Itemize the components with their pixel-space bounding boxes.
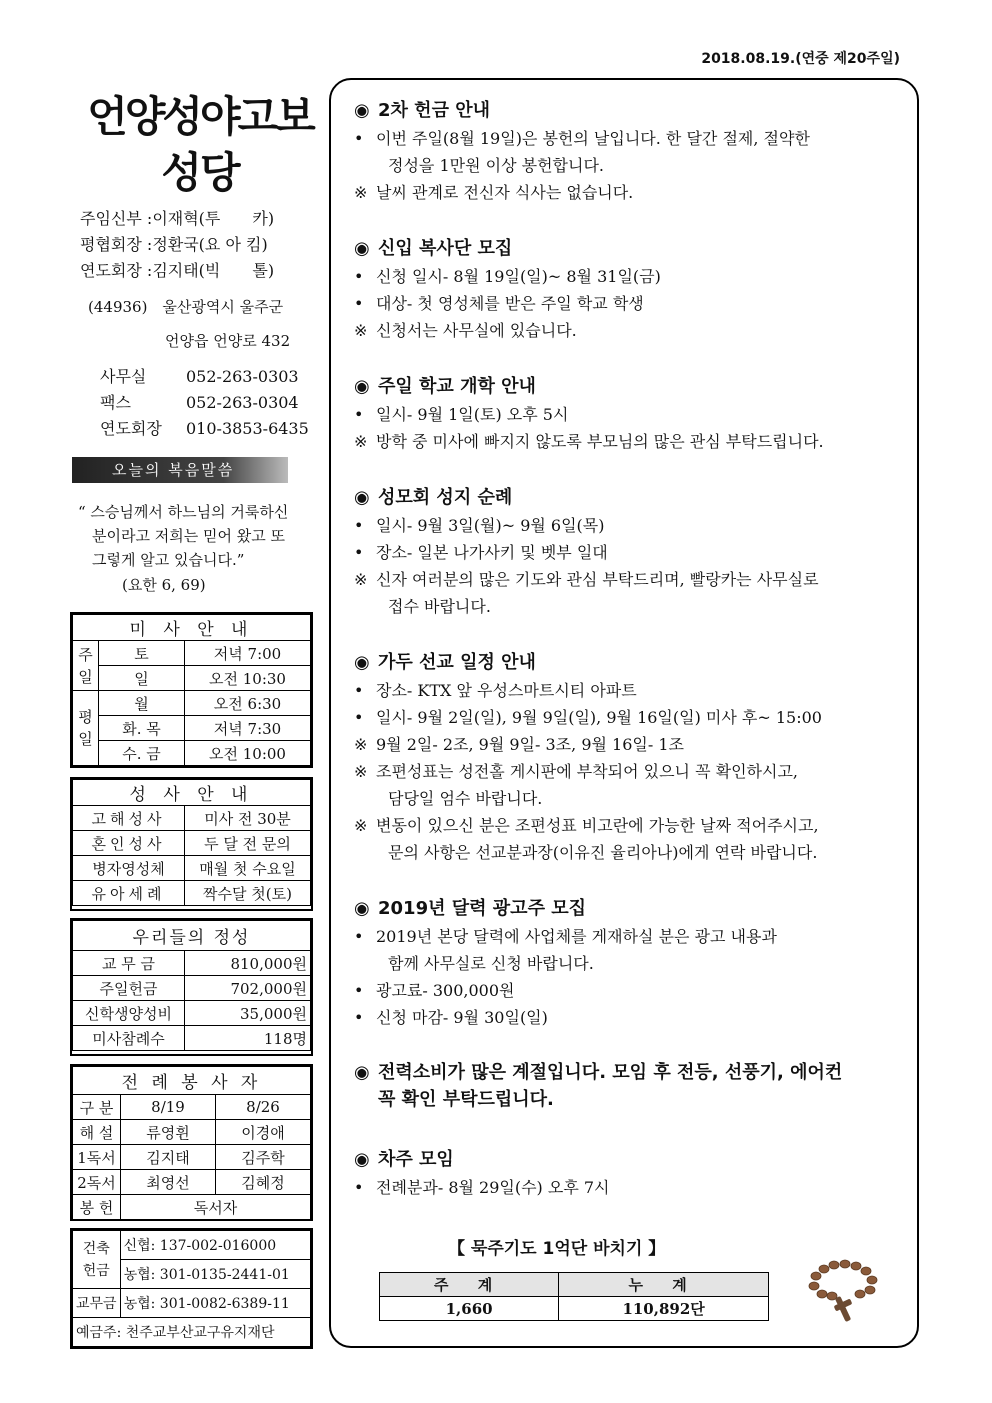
sacrament-name: 혼인성사 — [73, 831, 185, 856]
notice-bullet: ※ — [354, 432, 368, 451]
notice-bullet: • — [354, 981, 364, 1000]
bullet-target-icon: ◉ — [354, 1062, 370, 1083]
mass-day: 월 — [99, 691, 185, 716]
notice-title — [354, 1058, 842, 1084]
server-role: 봉 헌 — [73, 1195, 121, 1220]
notice-title-text: 2차 헌금 안내 — [378, 100, 490, 121]
server-role: 2독서 — [73, 1170, 121, 1195]
sacrament-value: 두 달 전 문의 — [185, 831, 311, 856]
notice-text: 광고료- 300,000원 — [376, 981, 515, 1000]
contact-value: 052-263-0303 — [186, 367, 299, 386]
gospel-quote — [78, 500, 310, 572]
notice-title-text: 성모회 성지 순례 — [378, 487, 513, 508]
server-name: 류영휜 — [121, 1120, 216, 1145]
bullet-target-icon: ◉ — [354, 1149, 370, 1170]
notice-text: 변동이 있으신 분은 조편성표 비고란에 가능한 날짜 적어주시고, — [376, 816, 819, 835]
notice-text: 일시- 9월 2일(일), 9월 9일(일), 9월 16일(일) 미사 후~ 15:00 — [376, 708, 822, 727]
notice-text: 날씨 관계로 전신자 식사는 없습니다. — [376, 183, 634, 202]
sacrament-table — [72, 779, 311, 906]
notice-line — [354, 594, 491, 617]
offering-name: 주일헌금 — [73, 976, 185, 1001]
server-name: 독서자 — [121, 1195, 311, 1220]
notice-text: 전례분과- 8월 29일(수) 오후 7시 — [376, 1178, 610, 1197]
notice-bullet: ※ — [354, 735, 368, 754]
bullet-target-icon: ◉ — [354, 238, 370, 259]
notice-bullet: ※ — [354, 762, 368, 781]
notice-text: 신청 일시- 8월 19일(일)~ 8월 31일(금) — [376, 267, 661, 286]
contact-value: 010-3853-6435 — [186, 419, 309, 438]
staff-row — [80, 258, 274, 284]
rosary-header: 주 계 — [380, 1273, 559, 1297]
notice-text: 이번 주일(8월 19일)은 봉헌의 날입니다. 한 달간 절제, 절약한 — [376, 129, 810, 148]
notice-bullet: • — [354, 294, 364, 313]
notice-line — [354, 513, 605, 536]
sacrament-header: 성 사 안 내 — [73, 780, 311, 806]
notice-line — [354, 786, 542, 809]
notice-title — [354, 483, 512, 509]
notice-text: 정성을 1만원 이상 봉헌합니다. — [388, 156, 604, 175]
bullet-target-icon: ◉ — [354, 652, 370, 673]
notice-text: 대상- 첫 영성체를 받은 주일 학교 학생 — [376, 294, 644, 313]
mass-time: 오전 6:30 — [185, 691, 311, 716]
mass-day: 수. 금 — [99, 741, 185, 766]
notice-title-text: 주일 학교 개학 안내 — [378, 376, 536, 397]
staff-role: 주임신부 — [80, 209, 142, 228]
staff-row — [80, 206, 274, 232]
sacrament-name: 고해성사 — [73, 806, 185, 831]
notice-text: 신자 여러분의 많은 기도와 관심 부탁드리며, 빨랑카는 사무실로 — [376, 570, 819, 589]
notice-bullet: • — [354, 1178, 364, 1197]
parish-name-line2: 성당 — [161, 148, 239, 197]
servers-col-label: 구 분 — [73, 1095, 121, 1120]
staff-row — [80, 232, 274, 258]
notice-text: 9월 2일- 2조, 9월 9일- 3조, 9월 16일- 1조 — [376, 735, 684, 754]
notice-line — [354, 924, 777, 947]
notice-title-text: 2019년 달력 광고주 모집 — [378, 898, 587, 919]
notice-text: 문의 사항은 선교분과장(이유진 율리아나)에게 연락 바랍니다. — [388, 843, 818, 862]
server-name: 김지태 — [121, 1145, 216, 1170]
issue-date: 2018.08.19.(연중 제20주일) — [701, 51, 900, 67]
rosary-icon — [800, 1258, 890, 1328]
contact-list — [100, 364, 309, 442]
mass-time: 저녁 7:30 — [185, 716, 311, 741]
server-name: 이경애 — [216, 1120, 311, 1145]
gospel-line: “ 스승님께서 하느님의 거룩하신 — [78, 503, 289, 521]
notice-line — [354, 1005, 548, 1028]
staff-role: 연도회장 — [80, 261, 142, 280]
notice-line — [354, 291, 644, 314]
bullet-target-icon: ◉ — [354, 487, 370, 508]
notice-title-text: 신입 복사단 모집 — [378, 238, 513, 259]
server-role: 해 설 — [73, 1120, 121, 1145]
contact-label: 팩스 — [100, 393, 131, 412]
notice-text: 일시- 9월 3일(월)~ 9월 6일(목) — [376, 516, 605, 535]
sacrament-value: 짝수달 첫(토) — [185, 881, 311, 906]
notice-bullet: ※ — [354, 570, 368, 589]
notice-line — [354, 126, 810, 149]
account-number: 농협: 301-0082-6389-11 — [120, 1289, 310, 1318]
servers-header: 전 례 봉 사 자 — [73, 1067, 311, 1095]
bullet-target-icon: ◉ — [354, 898, 370, 919]
offering-value: 702,000원 — [185, 976, 311, 1001]
mass-day: 일 — [99, 666, 185, 691]
contact-row — [100, 416, 309, 442]
notice-title — [354, 1145, 454, 1171]
offering-value: 35,000원 — [185, 1001, 311, 1026]
notice-text: 장소- 일본 나가사키 및 벳부 일대 — [376, 543, 608, 562]
notice-bullet: • — [354, 267, 364, 286]
sunday-label: 주일 — [73, 641, 99, 691]
notice-bullet: • — [354, 543, 364, 562]
notice-title-text: 전력소비가 많은 계절입니다. 모임 후 전등, 선풍기, 에어컨 — [378, 1062, 843, 1083]
notice-title-text: 차주 모임 — [378, 1149, 454, 1170]
sacrament-value: 매월 첫 수요일 — [185, 856, 311, 881]
notice-title — [354, 234, 512, 260]
notice-line — [354, 402, 568, 425]
mass-time: 저녁 7:00 — [185, 641, 311, 666]
mass-time: 오전 10:00 — [185, 741, 311, 766]
offering-header: 우리들의 정성 — [73, 921, 311, 951]
notice-bullet: • — [354, 927, 364, 946]
sacrament-name: 유아세례 — [73, 881, 185, 906]
notice-title — [354, 96, 490, 122]
notice-line — [354, 429, 824, 452]
notice-title — [354, 648, 536, 674]
gospel-header: 오늘의 복음말씀 — [72, 457, 288, 483]
notice-text: 조편성표는 성전홀 게시판에 부착되어 있으니 꼭 확인하시고, — [376, 762, 799, 781]
mass-schedule-table — [72, 614, 311, 766]
weekday-label: 평일 — [73, 691, 99, 766]
offering-value: 118명 — [185, 1026, 311, 1051]
mass-time: 오전 10:30 — [185, 666, 311, 691]
notice-text: 방학 중 미사에 빠지지 않도록 부모님의 많은 관심 부탁드립니다. — [376, 432, 824, 451]
staff-name: :김지태(빅 톨) — [146, 261, 275, 280]
rosary-table — [379, 1272, 769, 1321]
notice-title-text: 가두 선교 일정 안내 — [378, 652, 536, 673]
notice-line — [354, 1175, 610, 1198]
sacrament-value: 미사 전 30분 — [185, 806, 311, 831]
contact-row — [100, 390, 309, 416]
notice-bullet: • — [354, 405, 364, 424]
notice-line — [354, 705, 822, 728]
mass-header: 미 사 안 내 — [73, 615, 311, 641]
notice-line — [354, 318, 577, 341]
staff-name: :정환국(요 아 킴) — [146, 235, 268, 254]
notice-title-text: 꼭 확인 부탁드립니다. — [378, 1089, 554, 1110]
notice-line — [354, 180, 633, 203]
gospel-line: 분이라고 저희는 믿어 왔고 또 — [92, 527, 285, 545]
server-role: 1독서 — [73, 1145, 121, 1170]
notice-line — [354, 951, 594, 974]
address-line1: (44936) 울산광역시 울주군 — [88, 298, 284, 316]
notice-line — [354, 978, 514, 1001]
offering-table — [72, 920, 311, 1051]
offering-name: 미사참례수 — [73, 1026, 185, 1051]
notice-text: 신청 마감- 9월 30일(일) — [376, 1008, 548, 1027]
notice-bullet: ※ — [354, 816, 368, 835]
servers-table — [72, 1066, 311, 1220]
notice-line — [354, 153, 604, 176]
rosary-weekly-value: 1,660 — [380, 1297, 559, 1321]
notice-title — [354, 372, 536, 398]
notice-title — [354, 894, 586, 920]
notice-bullet: ※ — [354, 183, 368, 202]
notice-line — [354, 264, 661, 287]
notice-text: 일시- 9월 1일(토) 오후 5시 — [376, 405, 569, 424]
notice-line — [354, 759, 798, 782]
notice-bullet: ※ — [354, 321, 368, 340]
staff-name: :이재혁(투 카) — [146, 209, 275, 228]
notice-line — [354, 540, 608, 563]
building-fund-label: 건축 헌금 — [73, 1231, 121, 1289]
staff-role: 평협회장 — [80, 235, 142, 254]
notice-text: 2019년 본당 달력에 사업체를 게재하실 분은 광고 내용과 — [376, 927, 777, 946]
contact-row — [100, 364, 309, 390]
notice-bullet: • — [354, 681, 364, 700]
account-number: 신협: 137-002-016000 — [120, 1231, 310, 1260]
notice-bullet: • — [354, 708, 364, 727]
notice-bullet: • — [354, 1008, 364, 1027]
servers-date: 8/19 — [121, 1095, 216, 1120]
bullet-target-icon: ◉ — [354, 376, 370, 397]
server-name: 김혜정 — [216, 1170, 311, 1195]
notice-bullet: • — [354, 516, 364, 535]
notice-text: 장소- KTX 앞 우성스마트시티 아파트 — [376, 681, 637, 700]
rosary-total-value: 110,892단 — [559, 1297, 769, 1321]
notice-line — [354, 813, 819, 836]
bullet-target-icon: ◉ — [354, 100, 370, 121]
offering-name: 교 무 금 — [73, 951, 185, 976]
rosary-header: 누 계 — [559, 1273, 769, 1297]
sacrament-name: 병자영성체 — [73, 856, 185, 881]
notice-text: 접수 바랍니다. — [388, 597, 491, 616]
accounts-table — [72, 1230, 311, 1347]
contact-value: 052-263-0304 — [186, 393, 299, 412]
parish-name: 언양성야고보 — [87, 92, 313, 141]
mass-day: 화. 목 — [99, 716, 185, 741]
notice-line — [354, 840, 817, 863]
staff-list — [80, 206, 274, 284]
server-name: 최영선 — [121, 1170, 216, 1195]
mass-day: 토 — [99, 641, 185, 666]
gospel-reference: (요한 6, 69) — [122, 576, 206, 594]
notice-line — [354, 732, 684, 755]
notice-text: 함께 사무실로 신청 바랍니다. — [388, 954, 594, 973]
account-number: 농협: 301-0135-2441-01 — [120, 1260, 310, 1289]
account-holder: 예금주: 천주교부산교구유지재단 — [73, 1318, 311, 1347]
offering-value: 810,000원 — [185, 951, 311, 976]
tithe-label: 교무금 — [73, 1289, 121, 1318]
notice-line — [354, 678, 637, 701]
rosary-title: 【 묵주기도 1억단 바치기 】 — [448, 1239, 666, 1259]
contact-label: 연도회장 — [100, 419, 162, 438]
notice-text: 신청서는 사무실에 있습니다. — [376, 321, 577, 340]
notice-text: 담당일 엄수 바랍니다. — [388, 789, 543, 808]
notice-line — [354, 567, 819, 590]
server-name: 김주학 — [216, 1145, 311, 1170]
notice-bullet: • — [354, 129, 364, 148]
gospel-line: 그렇게 알고 있습니다.” — [92, 551, 245, 569]
offering-name: 신학생양성비 — [73, 1001, 185, 1026]
contact-label: 사무실 — [100, 367, 147, 386]
servers-date: 8/26 — [216, 1095, 311, 1120]
address-line2: 언양읍 언양로 432 — [165, 332, 291, 350]
